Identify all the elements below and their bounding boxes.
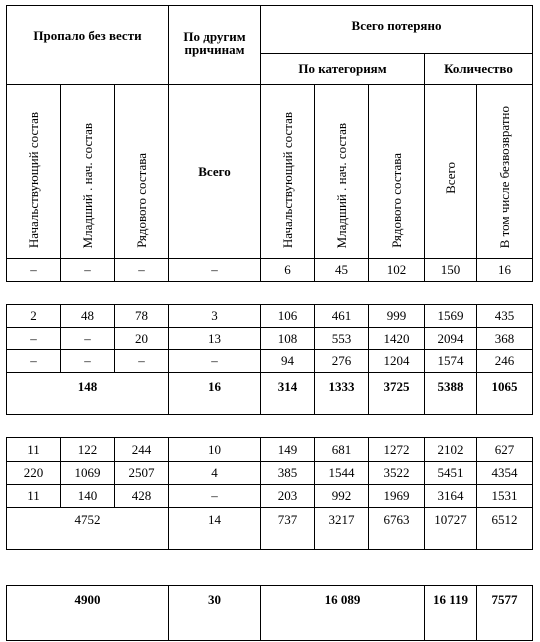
cell: 737 bbox=[261, 508, 315, 550]
cell: 94 bbox=[261, 350, 315, 373]
header-total: Всего bbox=[425, 85, 477, 259]
cell: 150 bbox=[425, 259, 477, 282]
cell: 149 bbox=[261, 438, 315, 462]
cell: 1069 bbox=[61, 462, 115, 485]
header-rank-file-2: Рядового состава bbox=[369, 85, 425, 259]
cell: 435 bbox=[477, 305, 533, 328]
cell: 3164 bbox=[425, 485, 477, 508]
cell: – bbox=[61, 328, 115, 350]
total-irrecoverable: 7577 bbox=[477, 586, 533, 641]
cell: 4354 bbox=[477, 462, 533, 485]
header-junior-command-2: Младший . нач. состав bbox=[315, 85, 369, 259]
table-row bbox=[7, 485, 533, 508]
cell: 106 bbox=[261, 305, 315, 328]
spacer-row bbox=[7, 415, 533, 438]
cell: 10727 bbox=[425, 508, 477, 550]
cell: 1065 bbox=[477, 373, 533, 415]
cell: – bbox=[7, 328, 61, 350]
cell: 681 bbox=[315, 438, 369, 462]
header-junior-command: Младший . нач. состав bbox=[61, 85, 115, 259]
header-by-category: По категориям bbox=[261, 54, 425, 85]
header-quantity: Количество bbox=[425, 54, 533, 85]
table-row bbox=[7, 328, 533, 350]
cell: – bbox=[7, 350, 61, 373]
cell: 10 bbox=[169, 438, 261, 462]
cell: 314 bbox=[261, 373, 315, 415]
cell: 244 bbox=[115, 438, 169, 462]
cell: 1420 bbox=[369, 328, 425, 350]
cell: 2102 bbox=[425, 438, 477, 462]
cell: 553 bbox=[315, 328, 369, 350]
header-rank-file: Рядового состава bbox=[115, 85, 169, 259]
header-other-reasons: По другим причинам bbox=[169, 6, 261, 85]
total-all: 16 119 bbox=[425, 586, 477, 641]
cell: 368 bbox=[477, 328, 533, 350]
table-row bbox=[7, 350, 533, 373]
cell: 13 bbox=[169, 328, 261, 350]
cell: 461 bbox=[315, 305, 369, 328]
header-row-1 bbox=[7, 6, 533, 54]
header-total-lost: Всего потеряно bbox=[261, 6, 533, 54]
total-other: 30 bbox=[169, 586, 261, 641]
cell: 276 bbox=[315, 350, 369, 373]
cell: 1531 bbox=[477, 485, 533, 508]
cell: 11 bbox=[7, 438, 61, 462]
cell: – bbox=[169, 350, 261, 373]
spacer bbox=[7, 282, 533, 305]
spacer-row bbox=[7, 550, 533, 586]
cell: 11 bbox=[7, 485, 61, 508]
header-row-3 bbox=[7, 85, 533, 259]
cell: 3725 bbox=[369, 373, 425, 415]
header-command-staff-2: Начальствующий состав bbox=[261, 85, 315, 259]
cell: 1569 bbox=[425, 305, 477, 328]
cell: – bbox=[61, 350, 115, 373]
table-row bbox=[7, 259, 533, 282]
table-row bbox=[7, 438, 533, 462]
cell: 385 bbox=[261, 462, 315, 485]
cell: – bbox=[7, 259, 61, 282]
table-row bbox=[7, 462, 533, 485]
grand-total-row bbox=[7, 586, 533, 641]
header-missing: Пропало без вести bbox=[7, 6, 169, 85]
subtotal-row bbox=[7, 508, 533, 550]
cell: 122 bbox=[61, 438, 115, 462]
cell: 1969 bbox=[369, 485, 425, 508]
header-irrecoverable: В том числе безвозвратно bbox=[477, 85, 533, 259]
subtotal-other: 16 bbox=[169, 373, 261, 415]
cell: 1574 bbox=[425, 350, 477, 373]
cell: 2507 bbox=[115, 462, 169, 485]
table-row bbox=[7, 305, 533, 328]
cell: 6512 bbox=[477, 508, 533, 550]
cell: 45 bbox=[315, 259, 369, 282]
cell: 1272 bbox=[369, 438, 425, 462]
spacer bbox=[7, 415, 533, 438]
spacer-row bbox=[7, 282, 533, 305]
cell: – bbox=[169, 485, 261, 508]
cell: 2 bbox=[7, 305, 61, 328]
cell: 3 bbox=[169, 305, 261, 328]
cell: 78 bbox=[115, 305, 169, 328]
cell: 1333 bbox=[315, 373, 369, 415]
cell: 6763 bbox=[369, 508, 425, 550]
cell: 246 bbox=[477, 350, 533, 373]
cell: – bbox=[169, 259, 261, 282]
cell: 2094 bbox=[425, 328, 477, 350]
cell: 140 bbox=[61, 485, 115, 508]
cell: 108 bbox=[261, 328, 315, 350]
cell: 5388 bbox=[425, 373, 477, 415]
cell: 16 bbox=[477, 259, 533, 282]
cell: 48 bbox=[61, 305, 115, 328]
cell: 5451 bbox=[425, 462, 477, 485]
cell: 20 bbox=[115, 328, 169, 350]
subtotal-missing: 4752 bbox=[7, 508, 169, 550]
cell: 428 bbox=[115, 485, 169, 508]
cell: 3217 bbox=[315, 508, 369, 550]
cell: 999 bbox=[369, 305, 425, 328]
cell: 220 bbox=[7, 462, 61, 485]
subtotal-row bbox=[7, 373, 533, 415]
cell: 1204 bbox=[369, 350, 425, 373]
cell: – bbox=[115, 350, 169, 373]
cell: 6 bbox=[261, 259, 315, 282]
subtotal-missing: 148 bbox=[7, 373, 169, 415]
cell: 3522 bbox=[369, 462, 425, 485]
cell: 1544 bbox=[315, 462, 369, 485]
subtotal-other: 14 bbox=[169, 508, 261, 550]
total-missing: 4900 bbox=[7, 586, 169, 641]
cell: 4 bbox=[169, 462, 261, 485]
cell: – bbox=[61, 259, 115, 282]
cell: 102 bbox=[369, 259, 425, 282]
losses-table bbox=[6, 5, 533, 641]
cell: 203 bbox=[261, 485, 315, 508]
spacer bbox=[7, 550, 533, 586]
total-by-category: 16 089 bbox=[261, 586, 425, 641]
cell: – bbox=[115, 259, 169, 282]
header-command-staff: Начальствующий состав bbox=[7, 85, 61, 259]
cell: 992 bbox=[315, 485, 369, 508]
header-total-other: Всего bbox=[169, 85, 261, 259]
cell: 627 bbox=[477, 438, 533, 462]
